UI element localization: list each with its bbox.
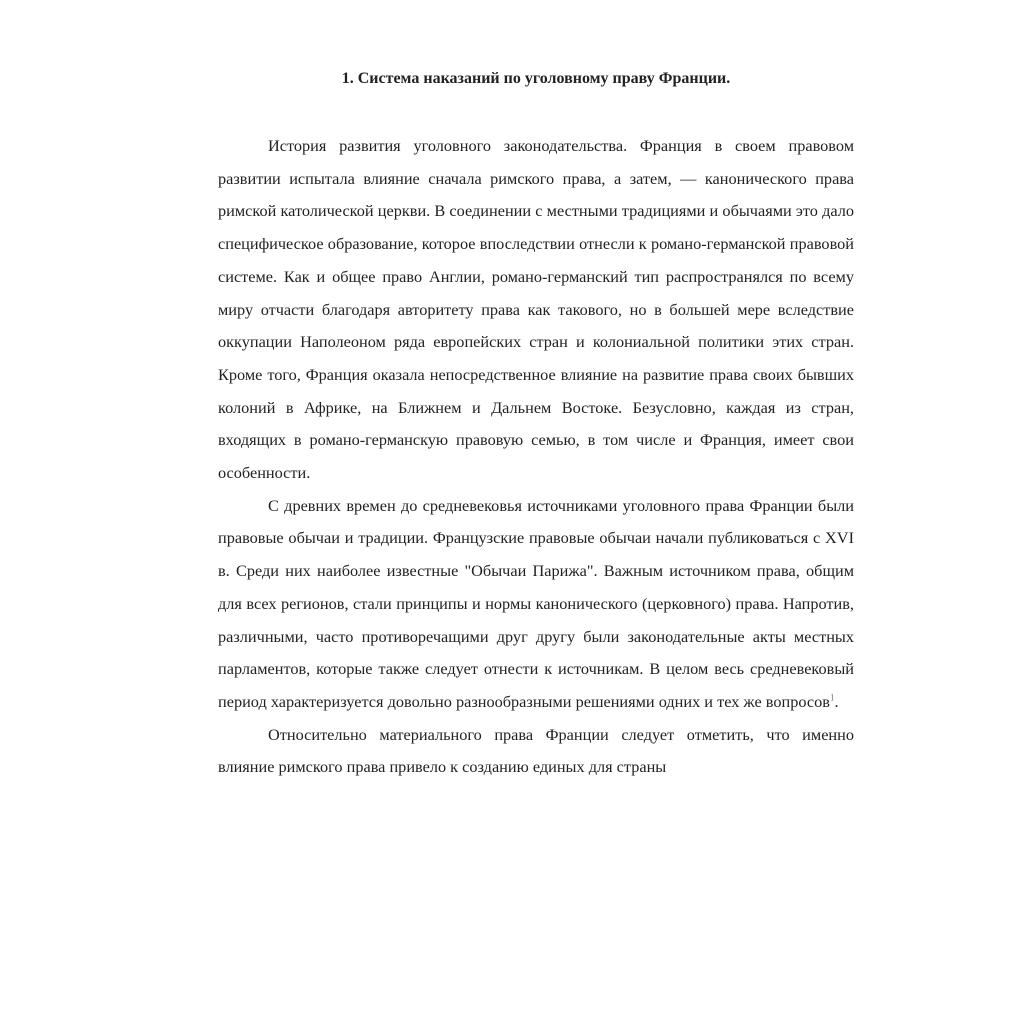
section-title: 1. Система наказаний по уголовному праву Франции. — [341, 70, 731, 87]
paragraph-sources-tail: . — [834, 691, 839, 711]
paragraph-material-law: Относительно материального права Франции следует отметить, что именно влияние римского права привело к созданию единых для страны — [218, 724, 854, 777]
paragraph-history: История развития уголовного законодательства. Франция в своем правовом развитии испытала влияние сначала римского права, а затем, — канонического права римской католической церкви. В соединении с местными традициями и обычаями это дало специфическое образование, которое впоследствии отнесли к романо-германской правовой системе. Как и общее право Англии, романо-германский тип распространялся по всему миру отчасти благодаря авторитету права как такового, но в большей мере вследствие оккупации Наполеоном ряда европейских стран и колониальной политики этих стран. Кроме того, Франция оказала непосредственное влияние на развитие права своих бывших колоний в Африке, на Ближнем и Дальнем Востоке. Безусловно, каждая из стран, входящих в романо-германскую правовую семью, в том числе и Франция, имеет свои особенности. — [218, 136, 854, 483]
paragraph-sources — [218, 490, 854, 719]
footnote-reference[interactable]: 1 — [829, 692, 835, 703]
title-spacing — [218, 96, 854, 130]
paragraph-sources-text: С древних времен до средневековья источниками уголовного права Франции были правовые обычаи и традиции. Французские правовые обычаи начали публиковаться с XVI в. Среди них наиболее известные "Обычаи Парижа". Важным источником права, общим для всех регионов, стали принципы и нормы канонического (церковного) права. Напротив, различными, часто противоречащими друг другу были законодательные акты местных парламентов, которые также следует отнести к источникам. В целом весь средневековый период характеризуется довольно разнообразными решениями одних и тех же вопросов — [218, 495, 854, 711]
document-body — [218, 62, 854, 784]
